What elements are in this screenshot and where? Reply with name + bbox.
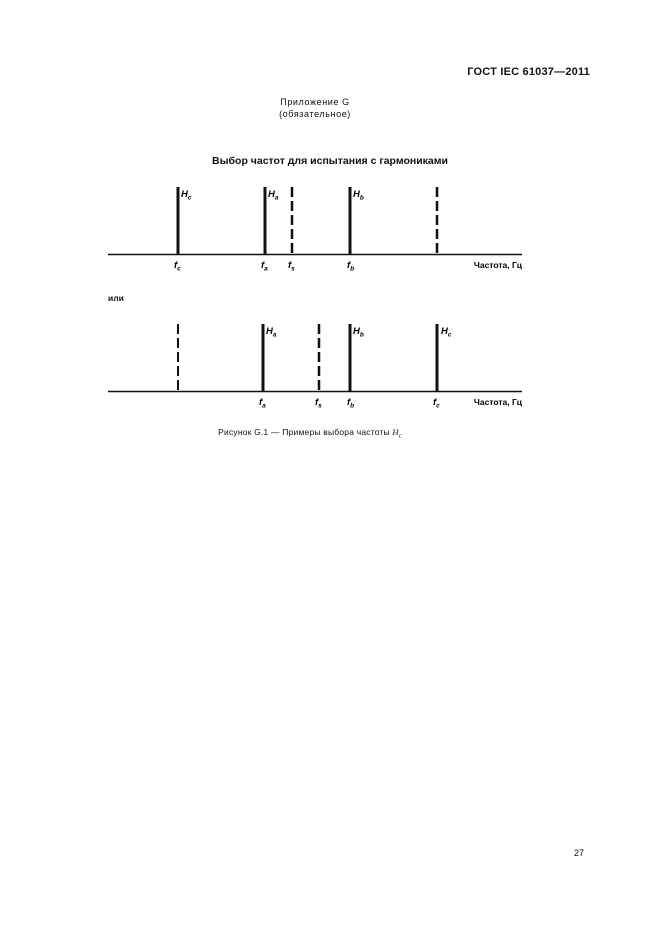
marker-bottom-label: $f_c$ [174, 260, 181, 273]
marker-top-label: $H_b$ [353, 189, 364, 202]
marker-bottom-label: $f_b$ [347, 397, 355, 410]
axis-label: Частота, Гц [473, 260, 522, 270]
marker-top-label: $H_b$ [353, 326, 364, 339]
marker-bottom-label: $f_c$ [433, 397, 440, 410]
annex-title: Приложение G [280, 97, 350, 107]
marker-bottom-label: $f_s$ [288, 260, 295, 273]
annex-status: (обязательное) [279, 109, 351, 119]
marker-bottom-label: $f_b$ [347, 260, 355, 273]
marker-top-label: $H_c$ [181, 189, 192, 202]
section-title: Выбор частот для испытания с гармониками [212, 155, 448, 167]
figure-caption: Рисунок G.1 — Примеры выбора частоты $H_c$ [218, 427, 402, 440]
axis-label: Частота, Гц [473, 397, 522, 407]
marker-top-label: $H_a$ [268, 189, 279, 202]
separator-word: или [108, 293, 124, 303]
marker-bottom-label: $f_a$ [259, 397, 266, 410]
page-number: 27 [573, 848, 584, 858]
marker-bottom-label: $f_a$ [261, 260, 268, 273]
marker-top-label: $H_a$ [266, 326, 277, 339]
marker-bottom-label: $f_s$ [315, 397, 322, 410]
standard-designation: ГОСТ IEC 61037—2011 [467, 66, 590, 78]
marker-top-label: $H_c$ [441, 326, 452, 339]
